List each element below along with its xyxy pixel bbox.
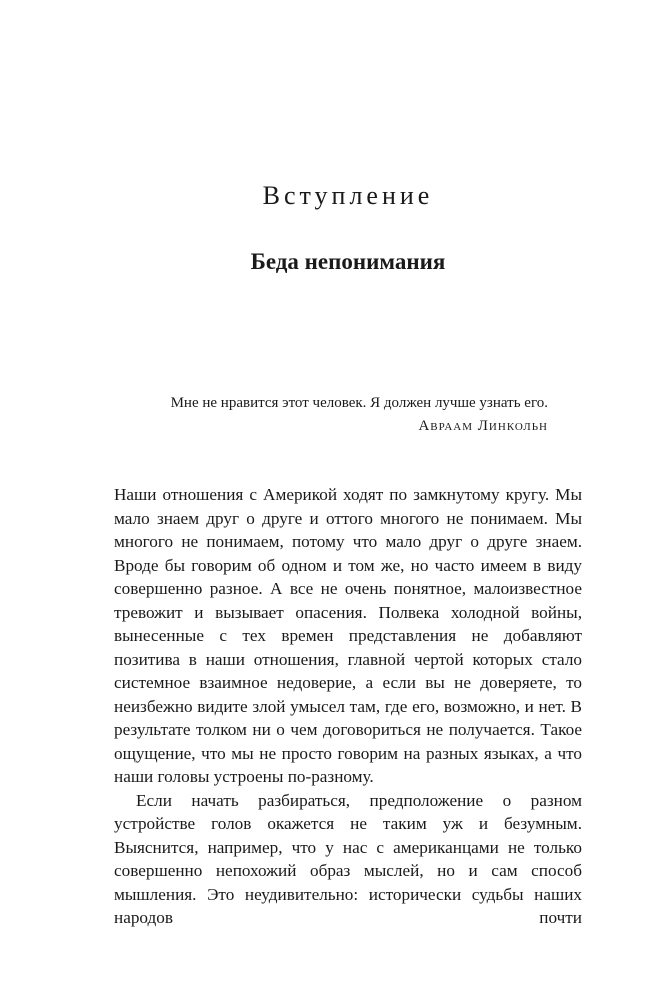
chapter-heading: Вступление: [262, 181, 434, 210]
paragraph-1: Наши отношения с Америкой ходят по замкнутому кругу. Мы мало знаем друг о друге и оттого многого не понимаем. Мы многого не понимаем, потому что мало друг о друге знаем. Вроде бы говорим об одном и том же, но часто имеем в виду совершенно разное. А все не очень понятное, малоизвестное тревожит и вызывает опасения. Полвека холодной войны, вынесенные с тех времен представления не добавляют позитива в наши отношения, главной чертой которых стало системное взаимное недоверие, а если вы не доверяете, то неизбежно видите злой умысел там, где его, возможно, и нет. В результате толком ни о чем договориться не получается. Такое ощущение, что мы не просто говорим на разных языках, а что наши головы устроены по-разному.: [114, 485, 582, 786]
epigraph: [114, 392, 548, 438]
paragraph-2: Если начать разбираться, предположение о разном устройстве голов окажется не таким уж и безумным. Выяснится, например, что у нас с американцами не только совершенно непохожий образ мыслей, но и сам способ мышления. Это неудивительно: исторически судьбы наших народов почти: [114, 790, 582, 927]
body-text: [114, 483, 582, 930]
epigraph-quote: Мне не нравится этот человек. Я должен лучше узнать его.: [170, 395, 548, 411]
chapter-subtitle: Беда непонимания: [250, 249, 446, 274]
epigraph-author: Авраам Линкольн: [418, 418, 548, 434]
